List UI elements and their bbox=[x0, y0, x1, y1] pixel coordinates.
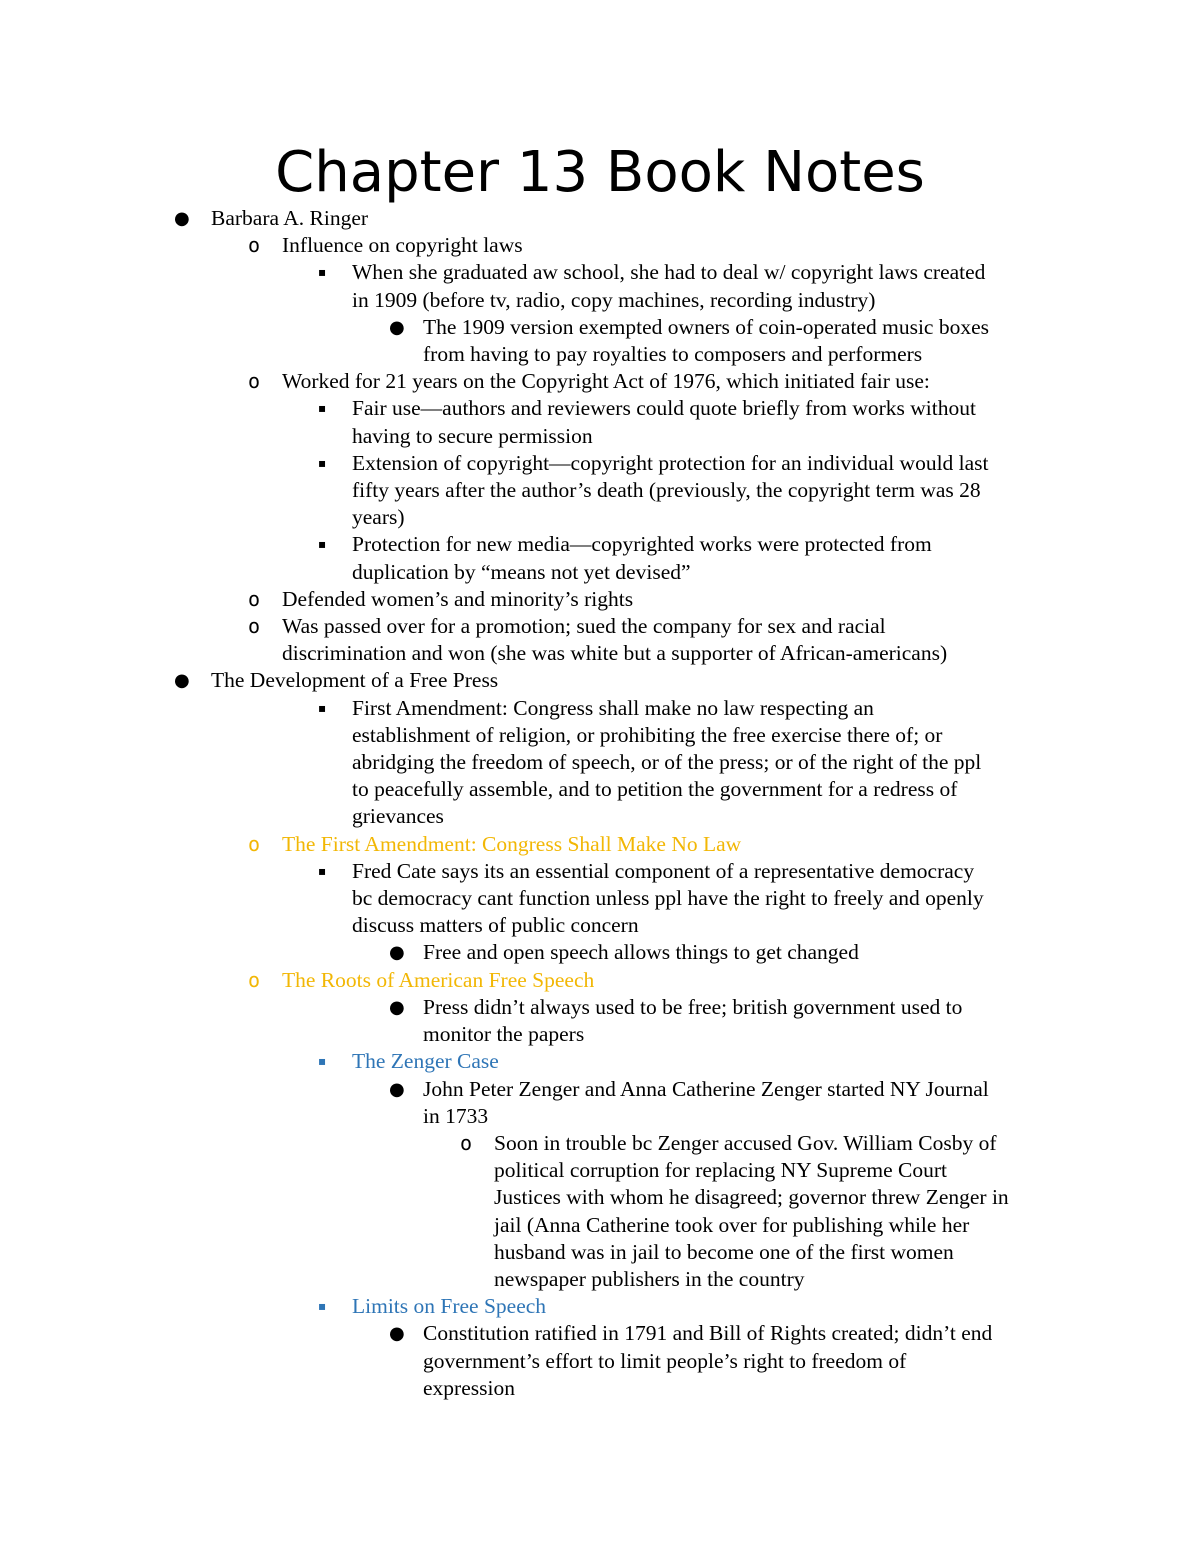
outline-item-text: The Development of a Free Press bbox=[211, 668, 499, 693]
square-bullet-icon: ▪ bbox=[318, 455, 327, 470]
square-bullet-icon: ▪ bbox=[318, 1054, 327, 1069]
outline-item bbox=[0, 395, 1200, 449]
outline-item-text: Soon in trouble bc Zenger accused Gov. William Cosby of bbox=[494, 1130, 997, 1155]
outline-item bbox=[0, 695, 1200, 831]
circle-bullet-icon: o bbox=[248, 369, 261, 394]
outline-item-text: Influence on copyright laws bbox=[282, 233, 523, 258]
outline-item-text: grievances bbox=[352, 804, 444, 829]
outline-item-text: discuss matters of public concern bbox=[352, 913, 639, 938]
disc-bullet-icon: ● bbox=[174, 670, 190, 692]
outline-item-text: Defended women’s and minority’s rights bbox=[282, 586, 634, 611]
outline-item bbox=[0, 967, 1200, 994]
notes-outline bbox=[0, 205, 1200, 1402]
outline-item bbox=[0, 259, 1200, 313]
outline-item-text: years) bbox=[352, 505, 405, 530]
outline-item-text: Fair use—authors and reviewers could quote briefly from works without bbox=[352, 396, 976, 421]
outline-item-text: Protection for new media—copyrighted works were protected from bbox=[352, 532, 932, 557]
outline-item bbox=[0, 939, 1200, 966]
outline-item-text: The 1909 version exempted owners of coin-operated music boxes bbox=[423, 314, 990, 339]
outline-item bbox=[0, 586, 1200, 613]
disc-bullet-icon: ● bbox=[389, 942, 405, 964]
outline-item-text: husband was in jail to become one of the first women bbox=[494, 1239, 954, 1264]
outline-item-text: First Amendment: Congress shall make no law respecting an bbox=[352, 695, 874, 720]
outline-item-text: Press didn’t always used to be free; british government used to bbox=[423, 994, 963, 1019]
outline-item-text: The Zenger Case bbox=[352, 1049, 499, 1074]
outline-item-text: monitor the papers bbox=[423, 1022, 585, 1047]
outline-item-text: having to secure permission bbox=[352, 423, 593, 448]
outline-item-text: fifty years after the author’s death (previously, the copyright term was 28 bbox=[352, 478, 981, 503]
outline-item-text: Fred Cate says its an essential component of a representative democracy bbox=[352, 858, 975, 883]
outline-item-text: from having to pay royalties to composers and performers bbox=[423, 342, 923, 367]
outline-item-text: establishment of religion, or prohibiting the free exercise there of; or bbox=[352, 722, 943, 747]
outline-item bbox=[0, 232, 1200, 259]
outline-item bbox=[0, 1130, 1200, 1293]
outline-item-text: John Peter Zenger and Anna Catherine Zenger started NY Journal bbox=[423, 1076, 989, 1101]
outline-item-text: Worked for 21 years on the Copyright Act of 1976, which initiated fair use: bbox=[282, 369, 930, 394]
outline-item bbox=[0, 831, 1200, 858]
outline-item-text: Barbara A. Ringer bbox=[211, 206, 369, 230]
outline-item-text: in 1733 bbox=[423, 1103, 489, 1128]
outline-item bbox=[0, 1293, 1200, 1320]
outline-item-text: When she graduated aw school, she had to deal w/ copyright laws created bbox=[352, 260, 986, 285]
outline-item-text: discrimination and won (she was white but a supporter of African-americans) bbox=[282, 641, 948, 666]
square-bullet-icon: ▪ bbox=[318, 700, 327, 715]
circle-bullet-icon: o bbox=[248, 586, 261, 611]
outline-item-text: abridging the freedom of speech, or of the press; or of the right of the ppl bbox=[352, 750, 982, 775]
outline-item-text: jail (Anna Catherine took over for publishing while her bbox=[494, 1212, 970, 1237]
circle-bullet-icon: o bbox=[248, 831, 261, 856]
outline-item-text: government’s effort to limit people’s right to freedom of bbox=[423, 1348, 907, 1373]
square-bullet-icon: ▪ bbox=[318, 401, 327, 416]
disc-bullet-icon: ● bbox=[389, 1078, 405, 1100]
outline-item bbox=[0, 205, 1200, 232]
outline-item bbox=[0, 994, 1200, 1048]
outline-item bbox=[0, 314, 1200, 368]
outline-item bbox=[0, 450, 1200, 532]
circle-bullet-icon: o bbox=[460, 1130, 473, 1155]
outline-item-text: to peacefully assemble, and to petition the government for a redress of bbox=[352, 777, 958, 802]
outline-item-text: Was passed over for a promotion; sued the company for sex and racial bbox=[282, 614, 886, 639]
disc-bullet-icon: ● bbox=[389, 316, 405, 338]
circle-bullet-icon: o bbox=[248, 233, 261, 258]
square-bullet-icon: ▪ bbox=[318, 537, 327, 552]
circle-bullet-icon: o bbox=[248, 614, 261, 639]
disc-bullet-icon: ● bbox=[389, 996, 405, 1018]
outline-item bbox=[0, 1320, 1200, 1402]
outline-item-text: Extension of copyright—copyright protection for an individual would last bbox=[352, 450, 989, 475]
circle-bullet-icon: o bbox=[248, 967, 261, 992]
outline-item bbox=[0, 858, 1200, 940]
outline-item-text: expression bbox=[423, 1375, 515, 1400]
outline-item-text: The Roots of American Free Speech bbox=[282, 967, 595, 992]
outline-item bbox=[0, 368, 1200, 395]
outline-item-text: Constitution ratified in 1791 and Bill of Rights created; didn’t end bbox=[423, 1321, 993, 1346]
outline-item-text: political corruption for replacing NY Supreme Court bbox=[494, 1158, 947, 1183]
outline-item-text: Limits on Free Speech bbox=[352, 1294, 547, 1319]
outline-item bbox=[0, 667, 1200, 694]
outline-item-text: Free and open speech allows things to get changed bbox=[423, 940, 859, 965]
outline-item bbox=[0, 613, 1200, 667]
outline-item-text: duplication by “means not yet devised” bbox=[352, 559, 691, 584]
square-bullet-icon: ▪ bbox=[318, 265, 327, 280]
outline-item-text: The First Amendment: Congress Shall Make No Law bbox=[282, 831, 742, 856]
outline-item-text: Justices with whom he disagreed; governor threw Zenger in bbox=[494, 1185, 1009, 1210]
outline-item bbox=[0, 1048, 1200, 1075]
outline-item bbox=[0, 1076, 1200, 1130]
page-title: Chapter 13 Book Notes bbox=[275, 140, 925, 205]
outline-item-text: in 1909 (before tv, radio, copy machines, recording industry) bbox=[352, 287, 876, 312]
outline-item bbox=[0, 531, 1200, 585]
disc-bullet-icon: ● bbox=[389, 1323, 405, 1345]
square-bullet-icon: ▪ bbox=[318, 1299, 327, 1314]
square-bullet-icon: ▪ bbox=[318, 863, 327, 878]
outline-item-text: bc democracy cant function unless ppl have the right to freely and openly bbox=[352, 886, 984, 911]
outline-item-text: newspaper publishers in the country bbox=[494, 1266, 805, 1291]
disc-bullet-icon: ● bbox=[174, 208, 190, 229]
